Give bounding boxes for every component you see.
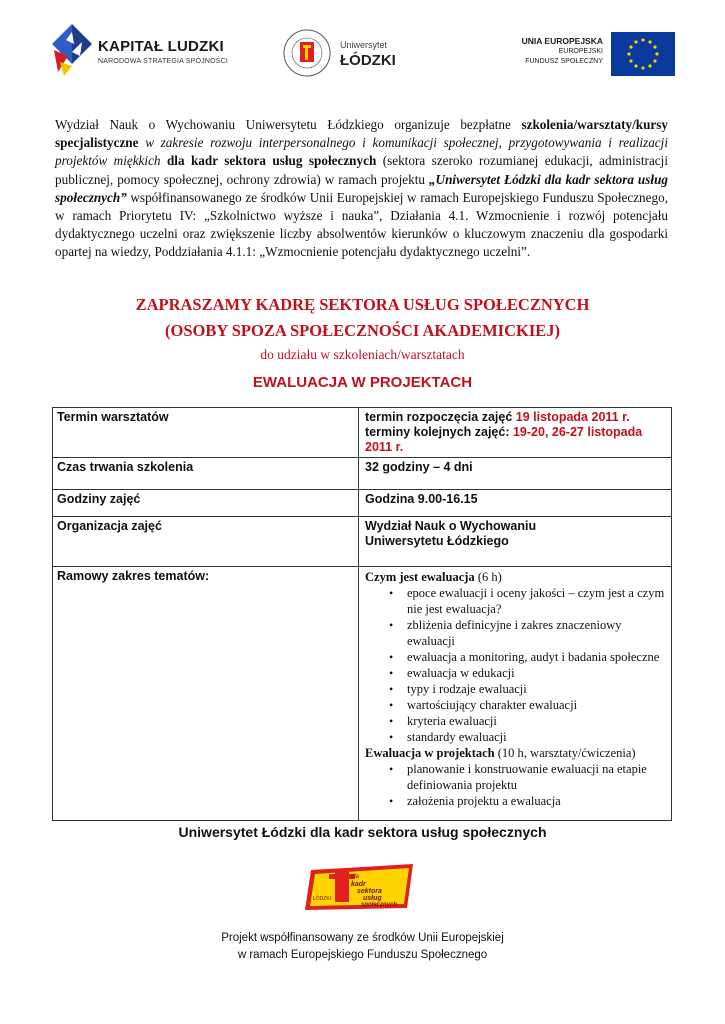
workshop-details-table [52, 407, 672, 821]
table-row-schedule [53, 408, 671, 458]
bullet-icon: • [389, 666, 394, 680]
list-item: • planowanie i konstruowanie ewaluacji na etapie definiowania projektu [389, 762, 647, 792]
topics-list [365, 569, 665, 809]
organization-value [365, 519, 665, 549]
list-item: • kryteria ewaluacji [389, 714, 497, 728]
cofinance-line-1: Projekt współfinansowany ze środków Unii Europejskiej [221, 932, 504, 944]
organization-line-1: Wydział Nauk o Wychowaniu [365, 519, 537, 533]
cofinance-line-2: w ramach Europejskiego Funduszu Społecznego [237, 949, 488, 961]
duration-value: 32 godziny – 4 dni [365, 460, 473, 474]
table-row-topics [53, 567, 671, 820]
bullet-icon: • [389, 762, 394, 776]
bullet-icon: • [389, 650, 394, 664]
intro-text-1: Wydział Nauk o Wychowaniu Uniwersytetu Łódzkiego organizuje bezpłatne [55, 117, 522, 132]
organization-line-2: Uniwersytetu Łódzkiego [365, 534, 509, 548]
next-dates-value: 19-20, 26-27 listopada 2011 r. [365, 425, 643, 454]
schedule-value [365, 410, 665, 455]
start-date-value: 19 listopada 2011 r. [515, 410, 630, 424]
section-1-hours: (6 h) [474, 570, 502, 584]
project-logo-icon [305, 860, 415, 912]
list-item: • standardy ewaluacji [389, 730, 507, 744]
page-header [0, 0, 725, 100]
university-logo [282, 28, 412, 83]
eu-logo [510, 32, 675, 78]
eu-flag-icon [611, 32, 675, 76]
bullet-icon: • [389, 682, 394, 696]
next-dates-label: terminy kolejnych zajęć: [365, 425, 513, 439]
bullet-icon: • [389, 730, 394, 744]
list-item: • typy i rodzaje ewaluacji [389, 682, 527, 696]
eu-logo-text [522, 36, 603, 67]
list-item: • ewaluacja w edukacji [389, 666, 515, 680]
intro-text-3: współfinansowanego ze środków Unii Europejskiej w ramach Europejskiego Funduszu Społecznego, w ramach Priorytetu IV: „Szkolnictwo wyższe i nauka”, Działania 4.1. Wzmocnienie i rozwój potencjału dydaktycznego uczelni oraz zwiększenie liczby absolwentów kierunków o kluczowym znaczeniu dla gospodarki opartej na wiedzy, Poddziałania 4.1.1: „Wzmocnienie potencjału dydaktycznego uczelni”. [55, 189, 668, 260]
kapital-ludzki-mark-icon [50, 22, 94, 78]
intro-paragraph [55, 116, 668, 262]
schedule-label: Termin warsztatów [57, 410, 169, 424]
bullet-icon: • [389, 618, 394, 632]
table-row-duration [53, 458, 671, 490]
list-item: • zbliżenia definicyjne i zakres znaczeniowy ewaluacji [389, 618, 622, 648]
headline-line-2: (OSOBY SPOZA SPOŁECZNOŚCI AKADEMICKIEJ) [164, 321, 560, 340]
bullet-icon: • [389, 698, 394, 712]
intro-italic-1: w zakresie rozwoju interpersonalnego i komunikacji społecznej, przygotowywania i realizacji projektów miękkich [55, 135, 668, 169]
workshop-title: EWALUACJA W PROJEKTACH [252, 374, 473, 391]
organization-label: Organizacja zajęć [57, 519, 162, 533]
topic-section-2 [365, 745, 665, 761]
eu-line-1: UNIA EUROPEJSKA [521, 36, 603, 46]
table-row-hours [53, 490, 671, 517]
svg-text:społecznych: społecznych [361, 902, 398, 908]
intro-bold-2: dla kadr sektora usług społecznych [160, 153, 377, 169]
intro-project-name: „Uniwersytet Łódzki dla kadr sektora usług społecznych” [55, 171, 668, 205]
hours-value: Godzina 9.00-16.15 [365, 492, 478, 506]
svg-text:sektora: sektora [357, 888, 382, 895]
svg-text:kadr: kadr [351, 881, 366, 888]
section-1-items [387, 585, 665, 745]
kapital-ludzki-subtitle: NARODOWA STRATEGIA SPÓJNOŚCI [98, 58, 229, 65]
list-item: • epoce ewaluacji i oceny jakości – czym jest a czym nie jest ewaluacja? [389, 586, 665, 616]
bullet-icon: • [389, 714, 394, 728]
list-item: • wartościujący charakter ewaluacji [389, 698, 578, 712]
intro-text-2: (sektora szeroko rozumianej edukacji, administracji publicznej, pomocy społecznej, ochrony zdrowia) w ramach projektu [55, 153, 668, 187]
svg-text:dla: dla [351, 874, 360, 880]
university-seal-icon [282, 28, 332, 78]
intro-bold-1: szkolenia/warsztaty/kursy specjalistyczne [55, 117, 668, 151]
bullet-icon: • [389, 586, 394, 600]
topic-section-1 [365, 569, 665, 585]
section-2-hours: (10 h, warsztaty/ćwiczenia) [494, 746, 636, 760]
section-2-items [387, 761, 665, 809]
headline-line-3: do udziału w szkoleniach/warsztatach [260, 347, 465, 362]
kapital-ludzki-logo [50, 22, 240, 82]
svg-text:ŁÓDZKI: ŁÓDZKI [313, 896, 332, 902]
kapital-ludzki-title: KAPITAŁ LUDZKI [98, 38, 224, 55]
start-date-label: termin rozpoczęcia zajęć [365, 410, 516, 424]
section-2-title: Ewaluacja w projektach [365, 746, 495, 760]
university-name-small: Uniwersytet [340, 40, 388, 50]
headline-line-1: ZAPRASZAMY KADRĘ SEKTORA USŁUG SPOŁECZNYCH [135, 295, 590, 314]
topics-label: Ramowy zakres tematów: [57, 569, 210, 583]
duration-label: Czas trwania szkolenia [57, 460, 194, 474]
table-row-organization [53, 517, 671, 567]
bullet-icon: • [389, 794, 394, 808]
university-name-big: ŁÓDZKI [340, 52, 396, 69]
section-1-title: Czym jest ewaluacja [365, 570, 475, 584]
eu-line-2: EUROPEJSKI [558, 48, 603, 55]
list-item: • założenia projektu a ewaluacja [389, 794, 561, 808]
svg-text:usług: usług [363, 895, 382, 902]
list-item: • ewaluacja a monitoring, audyt i badania społeczne [389, 650, 660, 664]
footer-project-title: Uniwersytet Łódzki dla kadr sektora usług społecznych [178, 824, 547, 840]
eu-line-3: FUNDUSZ SPOŁECZNY [525, 58, 603, 65]
hours-label: Godziny zajęć [57, 492, 141, 506]
